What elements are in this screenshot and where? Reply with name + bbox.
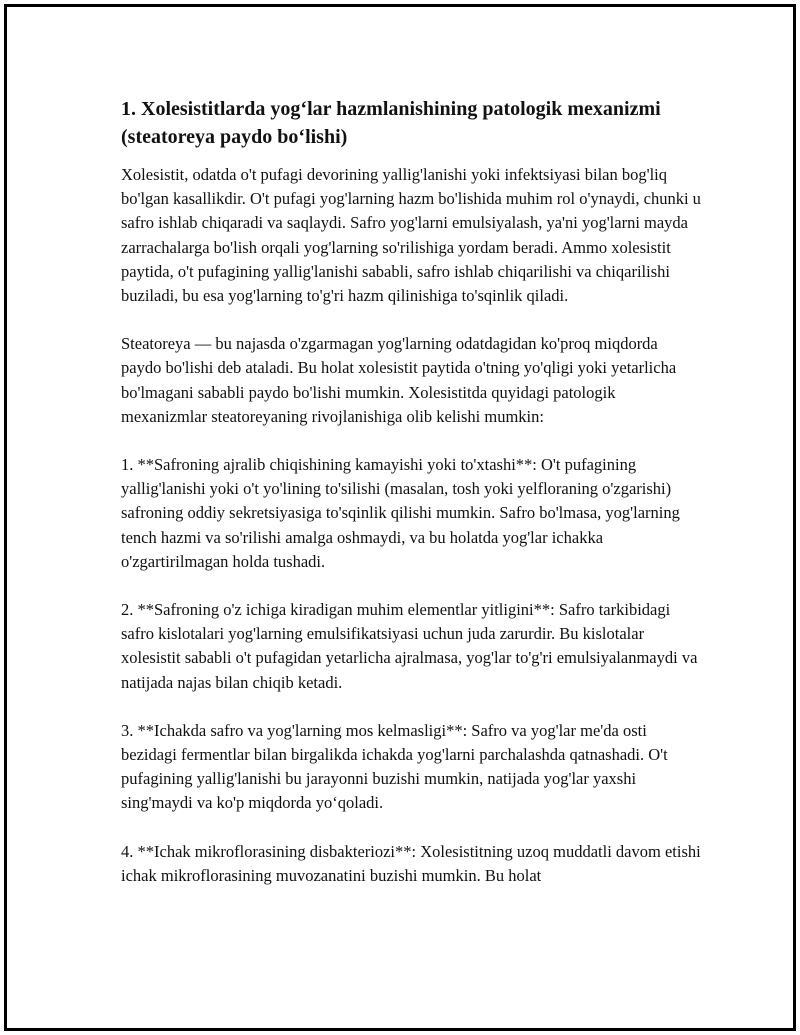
- paragraph-intro: Xolesistit, odatda o't pufagi devorining yallig'lanishi yoki infektsiyasi bilan bog'liq bo'lgan kasallikdir. O't pufagi yog'larning hazm bo'lishida muhim rol o'ynaydi, chunki u safro ishlab chiqaradi va saqlaydi. Safro yog'larni emulsiyalash, ya'ni yog'larni mayda zarrachalarga bo'lish orqali yog'larning so'rilishiga yordam beradi. Ammo xolesistit paytida, o't pufagining yallig'lanishi sababli, safro ishlab chiqarilishi va chiqarilishi buziladi, bu esa yog'larning to'g'ri hazm qilinishiga to'sqinlik qiladi.: [121, 165, 701, 306]
- list-item-4: 4. **Ichak mikroflorasining disbakteriozi**: Xolesistitning uzoq muddatli davom etishi ichak mikroflorasining muvozanatini buzishi mumkin. Bu holat: [121, 841, 701, 885]
- paragraph-steatorrhea-definition: Steatoreya — bu najasda o'zgarmagan yog'larning odatdagidan ko'proq miqdorda paydo bo'lishi deb ataladi. Bu holat xolesistit paytida o'tning yo'qligi yoki yetarlicha bo'lmagani sababli paydo bo'lishi mumkin. Xolesistitda quyidagi patologik mexanizmlar steatoreyaning rivojlanishiga olib kelishi mumkin:: [121, 334, 677, 426]
- document-page: [4, 4, 796, 1031]
- section-title: 1. Xolesistitlarda yog‘lar hazmlanishining patologik mexanizmi (steatoreya paydo bo‘lishi): [121, 98, 661, 148]
- list-item-1: 1. **Safroning ajralib chiqishining kamayishi yoki to'xtashi**: O't pufagining yallig'lanishi yoki o't yo'lining to'silishi (masalan, tosh yoki yelfloraning o'zgarishi) safroning oddiy sekretsiyasiga to'sqinlik qilishi mumkin. Safro bo'lmasa, yog'larning tench hazmi va so'rilishi amalga oshmaydi, va bu holatda yog'lar ichakka o'zgartirilmagan holda tushadi.: [121, 455, 680, 571]
- document-body: [121, 95, 701, 912]
- list-item-3: 3. **Ichakda safro va yog'larning mos kelmasligi**: Safro va yog'lar me'da osti bezidagi fermentlar bilan birgalikda ichakda yog'larni parchalashda qatnashadi. O't pufagining yallig'lanishi bu jarayonni buzishi mumkin, natijada yog'lar yaxshi sing'maydi va ko'p miqdorda yo‘qoladi.: [121, 720, 668, 813]
- list-item-2: 2. **Safroning o'z ichiga kiradigan muhim elementlar yitligini**: Safro tarkibidagi safro kislotalari yog'larning emulsifikatsiyasi uchun juda zarurdir. Bu kislotalar xolesistit sababli o't pufagidan yetarlicha ajralmasa, yog'lar to'g'ri emulsiyalanmaydi va natijada najas bilan chiqib ketadi.: [121, 600, 698, 692]
